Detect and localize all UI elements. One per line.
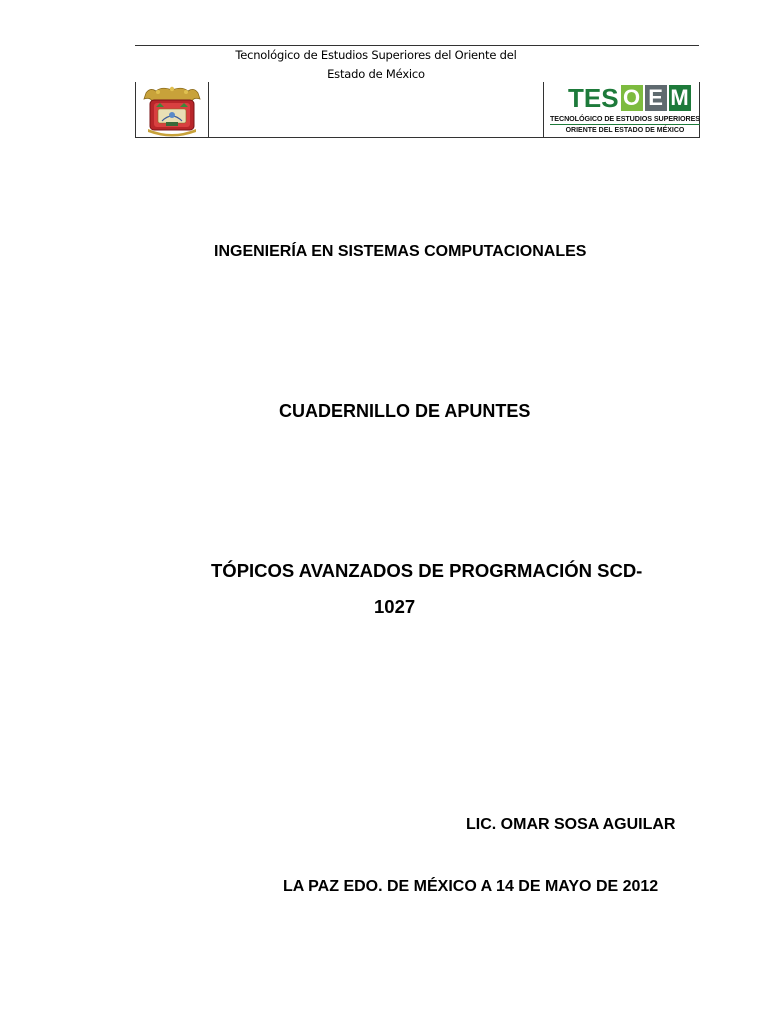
tesoem-wordmark: [568, 84, 691, 112]
subject-line1: TÓPICOS AVANZADOS DE PROGRMACIÓN SCD-: [211, 560, 643, 581]
header-logo-divider: [543, 82, 544, 138]
logo-subtitle-line2: ORIENTE DEL ESTADO DE MÉXICO: [565, 127, 685, 134]
header-seal-divider: [208, 82, 209, 138]
program-name: INGENIERÍA EN SISTEMAS COMPUTACIONALES: [214, 243, 587, 260]
header-left-border: [135, 82, 136, 138]
logo-box-m: M: [670, 85, 689, 110]
state-seal-icon: [142, 85, 202, 137]
logo-subtitle-line1: TECNOLÓGICO DE ESTUDIOS SUPERIORES: [550, 114, 700, 123]
institution-name-line2: Estado de México: [327, 67, 425, 81]
document-title: CUADERNILLO DE APUNTES: [279, 401, 531, 421]
logo-box-e: E: [645, 85, 667, 111]
author-name: LIC. OMAR SOSA AGUILAR: [466, 816, 676, 833]
tesoem-logo: [548, 83, 700, 139]
place-date: LA PAZ EDO. DE MÉXICO A 14 DE MAYO DE 2012: [283, 878, 659, 895]
logo-box-o: O: [621, 85, 643, 111]
tes-text: TES: [568, 83, 619, 113]
subject-line2: 1027: [374, 596, 416, 617]
logo-rule: [550, 124, 700, 125]
institution-name-line1: Tecnológico de Estudios Superiores del Oriente del: [235, 48, 517, 62]
